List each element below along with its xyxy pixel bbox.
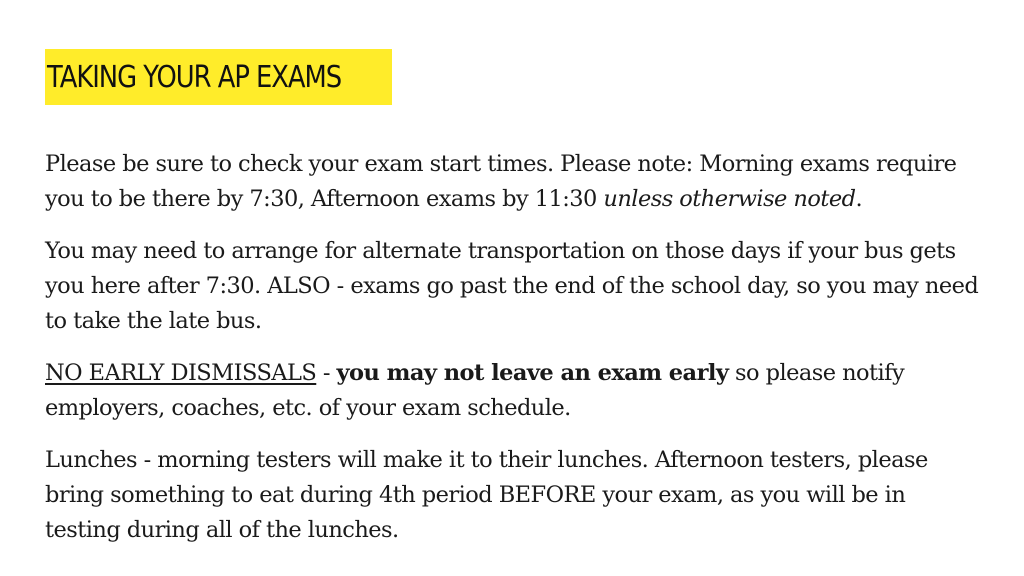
dismissal-text: so please notify employers, coaches, etc. of your exam schedule. — [45, 360, 905, 421]
exam-times-text: Please be sure to check your exam start times. Please note: Morning exams require you to be there by 7:30, Afternoon exams by 11:30 — [45, 151, 957, 212]
slide-title: TAKING YOUR AP EXAMS — [47, 59, 342, 95]
dismissal-separator: - — [316, 360, 337, 386]
paragraph-lunches: Lunches - morning testers will make it to their lunches. Afternoon testers, please bring something to eat during 4th period BEFORE your exam, as you will be in testing during all of the lunches. — [45, 447, 928, 543]
exam-times-period: . — [855, 186, 863, 212]
title-highlight — [45, 49, 392, 105]
no-early-dismissals-heading: NO EARLY DISMISSALS — [45, 360, 317, 386]
paragraph-no-early-dismissals — [45, 356, 985, 426]
no-leave-emphasis: you may not leave an exam early — [336, 360, 729, 386]
paragraph-exam-times — [45, 147, 985, 217]
slide-body — [45, 147, 985, 565]
paragraph-transportation: You may need to arrange for alternate transportation on those days if your bus gets you here after 7:30. ALSO - exams go past the end of the school day, so you may need to take the late bus. — [45, 238, 979, 334]
unless-noted-emphasis: unless otherwise noted — [603, 186, 856, 212]
